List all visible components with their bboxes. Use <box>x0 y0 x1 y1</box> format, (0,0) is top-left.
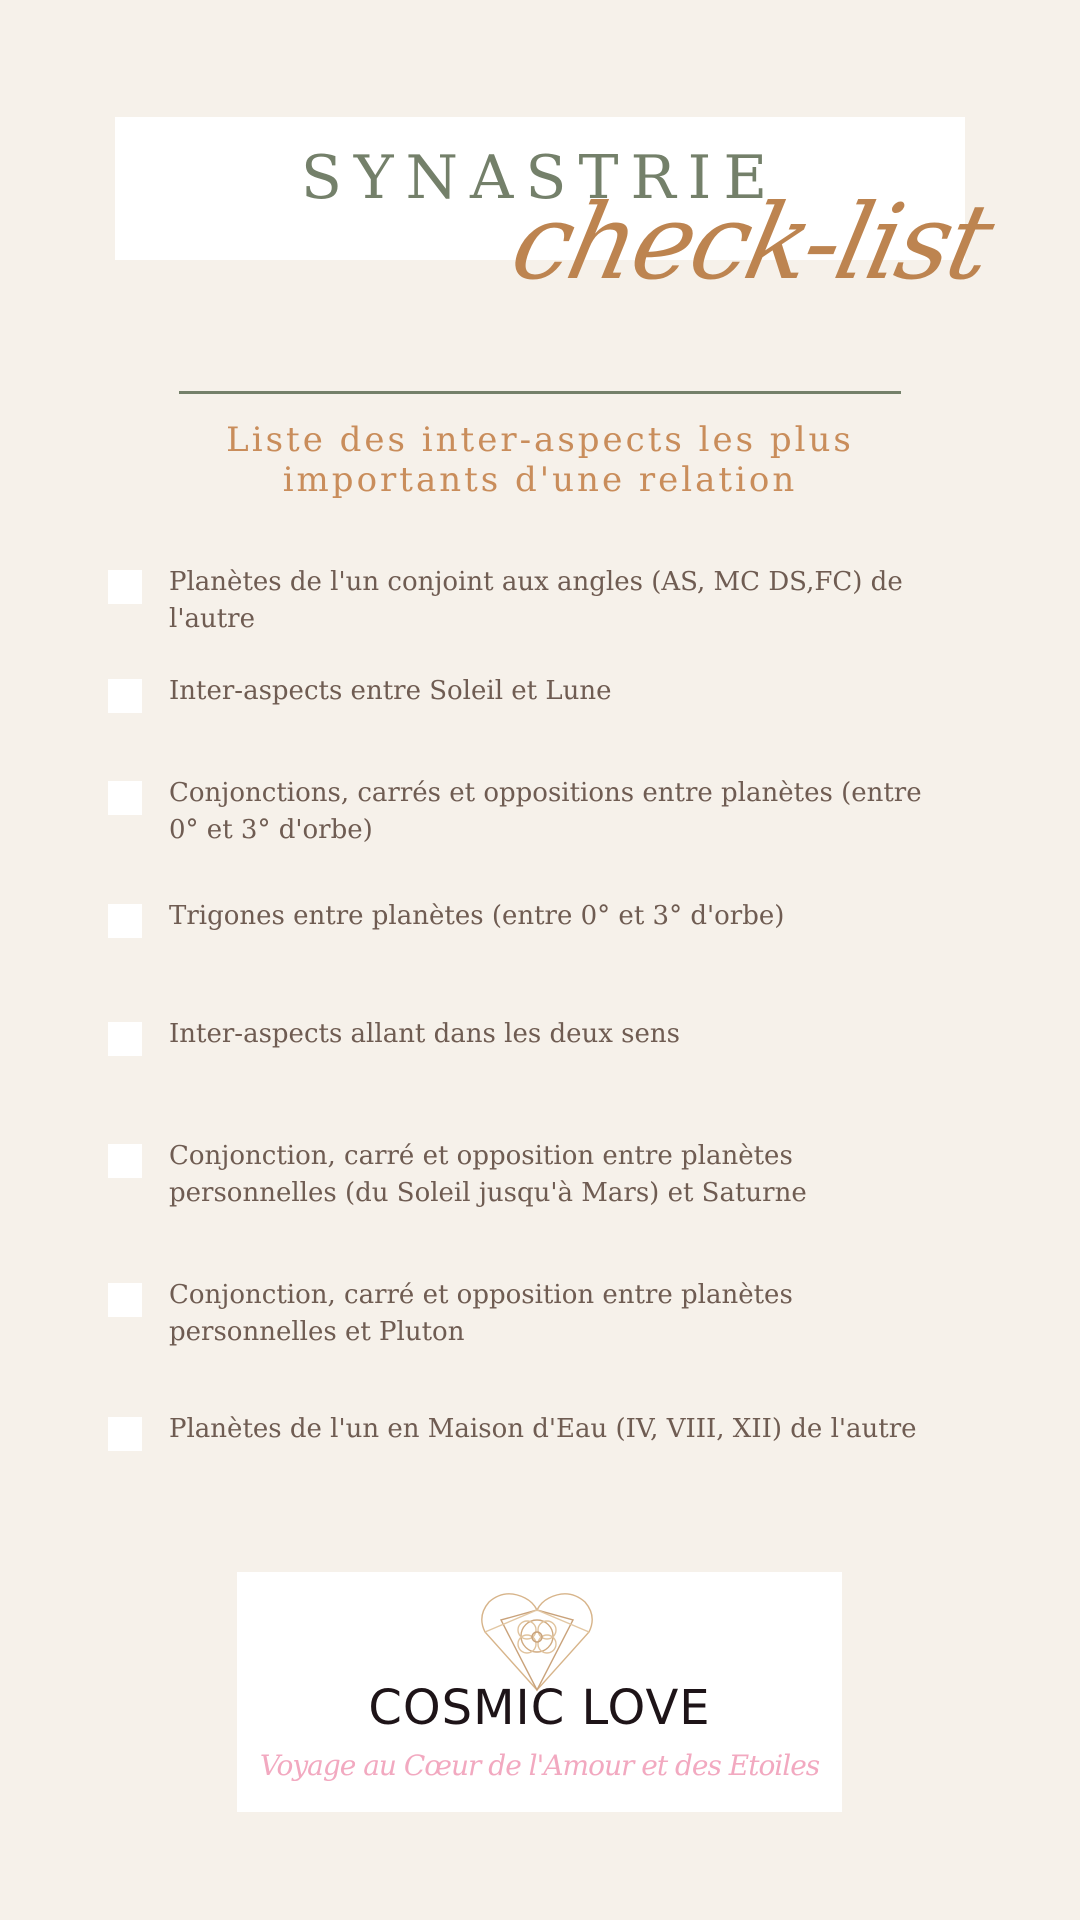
brand-tagline: Voyage au Cœur de l'Amour et des Etoiles <box>259 1749 820 1782</box>
checkbox[interactable] <box>108 1144 142 1178</box>
checklist-item-text: Inter-aspects entre Soleil et Lune <box>169 676 612 706</box>
checkbox[interactable] <box>108 904 142 938</box>
checklist-item-text: Inter-aspects allant dans les deux sens <box>169 1019 680 1049</box>
checklist-item-text: Conjonction, carré et opposition entre planètes personnelles (du Soleil jusqu'à Mars) et Saturne <box>169 1141 807 1208</box>
checklist-item-text: Conjonctions, carrés et oppositions entre planètes (entre 0° et 3° d'orbe) <box>169 778 922 845</box>
script-subtitle: check-list <box>502 181 1002 303</box>
brand-name: COSMIC LOVE <box>368 1680 711 1736</box>
page-title: SYNASTRIE <box>300 143 780 213</box>
brand-logo <box>237 1572 842 1812</box>
checklist-item-text: Conjonction, carré et opposition entre planètes personnelles et Pluton <box>169 1280 793 1347</box>
checkbox[interactable] <box>108 1022 142 1056</box>
checkbox[interactable] <box>108 679 142 713</box>
checkbox[interactable] <box>108 570 142 604</box>
heart-mandala-icon <box>477 1590 597 1694</box>
checklist-item-text: Planètes de l'un en Maison d'Eau (IV, VIII, XII) de l'autre <box>169 1414 917 1444</box>
divider <box>179 391 901 394</box>
checklist-item-text: Trigones entre planètes (entre 0° et 3° d'orbe) <box>169 901 785 931</box>
checkbox[interactable] <box>108 1283 142 1317</box>
checkbox[interactable] <box>108 1417 142 1451</box>
checklist-item-text: Planètes de l'un conjoint aux angles (AS, MC DS,FC) de l'autre <box>169 567 903 634</box>
description-line-2: importants d'une relation <box>282 460 798 500</box>
checklist-description <box>140 420 940 500</box>
description-line-1: Liste des inter-aspects les plus <box>226 420 854 460</box>
checkbox[interactable] <box>108 781 142 815</box>
